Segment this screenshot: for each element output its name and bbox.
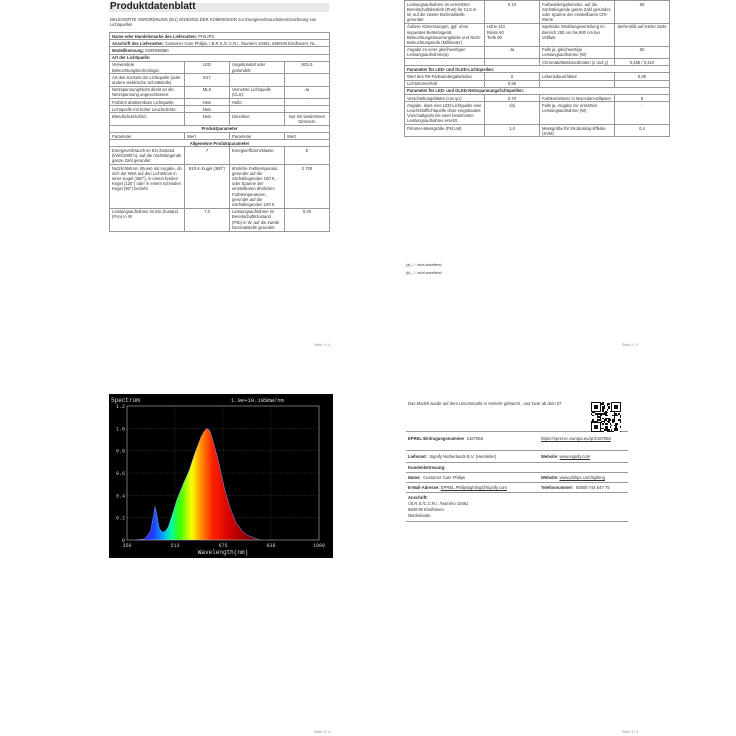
table-row: Art des Sockels der Lichtquelle (oder andere elektrische Schnittstelle) E27 xyxy=(110,74,330,86)
page-number: Seite 4 / 4 xyxy=(622,730,639,734)
table-row: Leistungsaufnahme im vernetzten Bereitschaftsbetrieb (Pnet) für CLS in W, auf die zweite Dezimalstelle gerundet 0,10 Farbwiedergabeindex, auf die nächstliegende ganze Zahl gerundet, oder Spanne der einstellbaren CRI-Werte 80 xyxy=(405,1,670,24)
table-row: Angabe, dass eine LED-Lichtquelle eine Leuchtstofflichtquelle ohne eingebautes Vorschaltgerät mit einer bestimmten Leistungsaufnahme ersetzt. -(b) Falls ja, Angabe zur ersetzten Leistungsaufnahme (W) - xyxy=(405,102,670,125)
page-4 xyxy=(368,368,736,736)
footnote-a: (a) „-“: nicht zutreffend xyxy=(406,263,442,267)
page-number: Seite 1 / 4 xyxy=(314,343,331,347)
email-link[interactable]: EPREL.Philipslighting@Signify.com xyxy=(440,485,507,490)
address-label: Anschrift des Lieferanten: xyxy=(112,40,164,46)
regulation-text: DELEGIERTE VERORDNUNG (EU) 2019/2015 DER KOMMISSION zur Energieverbrauchskennzeichnung von Lichtquellen xyxy=(110,17,317,27)
address: Customer Care Philips, I.B.R.S./C.C.R.I. /Numéro 10461, 5600VB Eindhoven, NL xyxy=(165,40,316,46)
model: 9290038560 xyxy=(145,47,169,53)
website-label-1: Website: xyxy=(541,454,559,459)
email-label: E-Mail-Adresse: xyxy=(408,485,440,490)
table-row: Flimmer-Messgröße (Pst LM) 1,0 Messgröße für Stroboskop-Effekte (SVM) 0,4 xyxy=(405,125,670,137)
table-row: Verschiebungsfaktor (cos φ1) 0,70 Farbkonsistenz in MacAdam-Ellipsen 6 xyxy=(405,95,670,102)
param-header-row: Parameter Wert Parameter Wert xyxy=(110,133,330,140)
website-link-2[interactable]: www.philips.com/lighting xyxy=(559,475,605,480)
table-row: Leistungsaufnahme im Ein-Zustand (Pon) in W 7,0 Leistungsaufnahme im Bereitschaftszustand (Psb) in W, auf die zweite Dezimalstelle gerundet 0,00 xyxy=(110,208,330,231)
eprel-number: 2187068 xyxy=(466,436,483,441)
page-1 xyxy=(0,0,368,368)
y-tick-label: 0 xyxy=(121,538,125,544)
x-tick-label: 513 xyxy=(170,543,180,549)
address-label: Anschrift: xyxy=(408,495,428,500)
page-title: Produktdatenblatt xyxy=(110,1,196,12)
supplier: Signify Netherlands B.V. (Hersteller) xyxy=(429,454,497,459)
phone-label: Telefonnummer: xyxy=(541,485,574,490)
support-label: Kundenbetreuung: xyxy=(408,465,446,470)
table-row: Energieverbrauch im Ein-Zustand (kWh/1000 h), auf die nächstliegende ganze Zahl gerundet 7 Energieeffizienzklasse E xyxy=(110,147,330,165)
table-row: Farblich abstimmbare Lichtquelle: Nein Hülle: - xyxy=(110,99,330,106)
footnote-b: (b) „-“: nicht zutreffend xyxy=(406,271,442,275)
y-tick-label: 0.6 xyxy=(115,471,125,477)
supplier-name: PHILIPS xyxy=(198,33,215,39)
website-link-1[interactable]: www.signify.com xyxy=(559,454,591,459)
eprel-link[interactable]: https://eprel.ec.europa.eu/qr/2187068 xyxy=(541,436,611,441)
mains-params-label: Parameter für LED- und OLED-Netzspannungslichtquellen: xyxy=(405,87,670,94)
x-tick-label: 838 xyxy=(266,543,276,549)
supplier-label: Lieferant: xyxy=(408,454,428,459)
intro-text: Das Modell wurde auf dem Unionsmarkt in Verkehr gebracht , und zwar ab dem 07 xyxy=(408,401,562,406)
dimensions-cell: Höhe 110 Breite 60 Tiefe 60 xyxy=(485,23,540,46)
name-label: Name: xyxy=(408,475,421,480)
chart-title: Spectrum xyxy=(111,397,140,404)
y-tick-label: 0.4 xyxy=(115,493,125,500)
led-params-label: Parameter für LED- und OLED-Lichtquellen: xyxy=(405,66,670,73)
lightsource-type-label: Art der Lichtquelle: xyxy=(110,54,330,61)
page-number: Seite 3 / 4 xyxy=(314,730,331,734)
page-3 xyxy=(0,368,368,736)
x-axis-label: Wavelength(nm) xyxy=(197,549,249,556)
page-2 xyxy=(368,0,736,368)
table-row: Verwendete Beleuchtungstechnologie: LED Ungebündelt oder gebündelt: NDLS xyxy=(110,61,330,73)
table-row: Netzspannung/Nicht direkt an die Netzspannung angeschlossen: MLS Vernetzte Lichtquelle (CLS): Ja xyxy=(110,86,330,98)
eprel-label: EPREL-Eintragungsnummer xyxy=(408,436,465,441)
address-line: I.B.R.S./C.C.R.I. /Numéro 10461 xyxy=(408,501,469,506)
y-tick-label: 0.2 xyxy=(115,515,125,522)
table-row: Äußere Abmessungen, ggf. ohne separates Betriebsgerät, Beleuchtungssteuerungsteile und Nicht-Beleuchtungsteile (Millimeter) Höhe 110 Breite 60 Tiefe 60 Spektrale Strahlungsverteilung im Bereich 250 nm bis 800 nm bei Volllast Siehe Bild auf letzter Seite xyxy=(405,23,670,46)
address-line: Niederlande xyxy=(408,513,431,518)
model-label: Modellkennung: xyxy=(112,47,145,53)
scale-label: 1.0e+10.105mW/nm xyxy=(231,397,284,404)
table-row: Lichtstromerhalt 0,96 xyxy=(405,80,670,87)
x-tick-label: 675 xyxy=(218,543,228,549)
support-name: Customer Care Philips xyxy=(423,475,466,480)
y-tick-label: 1.2 xyxy=(115,404,125,410)
website-label-2: Website: xyxy=(541,475,559,480)
supplier-table xyxy=(109,32,330,232)
spectrum-chart xyxy=(109,394,333,558)
eprel-qr-code[interactable] xyxy=(591,402,621,432)
address-line: 5600VB Eindhoven xyxy=(408,507,444,512)
table-row: Nutzlichtstrom (Φuse) mit Angabe, ob sich der Wert auf den Lichtstrom in einer Kugel (360°), in einem breiten Kegel (120°) oder in einem schmalen Kegel (90°) bezieht 810 in Kugel (360°) ähnliche Farbtemperatur, gerundet auf die nächstliegenden 100 K, oder Spanne der einstellbaren ähnlichen Farbtemperaturen, gerundet auf die nächstliegenden 100 K 2 700 xyxy=(110,165,330,209)
phone: 00800 744 547 75 xyxy=(575,485,610,490)
table-row: Lichtquelle mit hoher Leuchtdichte: Nein xyxy=(110,106,330,113)
table-row: Blendschutzschild: Nein Dimmbar: Nur mit bestimmten Dimmern xyxy=(110,113,330,125)
page-number: Seite 2 / 4 xyxy=(622,343,639,347)
table-row: Wert des R9-Farbwiedergabeindex 0 Lebensdauerfaktor 0,90 xyxy=(405,73,670,80)
top-params-table xyxy=(404,0,670,137)
general-params-label: Allgemeine Produktparameter xyxy=(110,140,330,147)
y-tick-label: 0.8 xyxy=(115,448,125,455)
table-row: Chromatizitätskoordinaten (x und y) 0,458 / 0,410 xyxy=(405,59,670,66)
x-tick-label: 350 xyxy=(122,543,132,549)
table-row: Angabe zu einer gleichwertigen Leistungsaufnahme(a) Ja Falls ja, gleichwertige Leistungsaufnahme (W) 60 xyxy=(405,46,670,58)
x-tick-label: 1000 xyxy=(312,543,326,549)
y-tick-label: 1.0 xyxy=(115,426,125,433)
supplier-name-label: Name oder Handelsmarke des Lieferanten: xyxy=(112,33,197,39)
product-params-label: Produktparameter xyxy=(110,125,330,132)
